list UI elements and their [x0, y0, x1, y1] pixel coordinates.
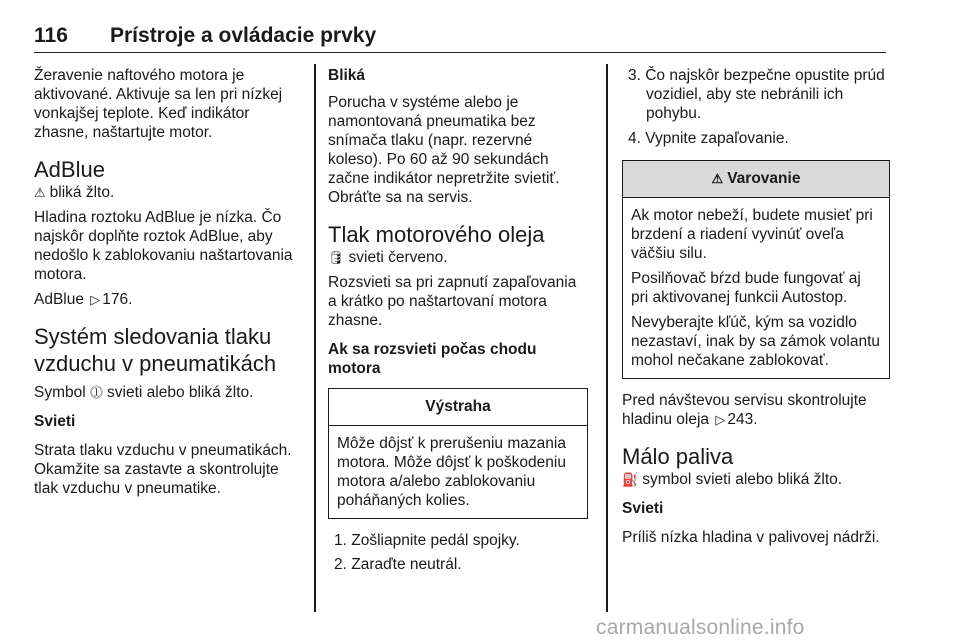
watermark: carmanualsonline.info: [596, 616, 805, 639]
driving-heading: Ak sa rozsvieti počas chodu motora: [328, 341, 537, 377]
tpms-symbol-line: [34, 383, 302, 402]
warning-title: Varovanie: [727, 170, 801, 187]
list-item: 3. Čo najskôr bezpečne opustite prúd vozidiel, aby ste nebránili ich pohybu.: [628, 67, 885, 122]
service-label: Pred návštevou servisu skontrolujte hladinu oleja: [622, 392, 867, 428]
adblue-warning-icon: ⚠: [34, 185, 46, 200]
fuel-pump-icon: ⛽: [622, 472, 639, 487]
adblue-icon-text: bliká žlto.: [49, 184, 115, 201]
caution-box: [328, 388, 588, 519]
fuel-svieti-text: Príliš nízka hladina v palivovej nádrži.: [622, 529, 880, 546]
tpms-symbol-suffix: svieti alebo bliká žlto.: [107, 384, 254, 401]
adblue-ref-page[interactable]: 176.: [102, 291, 133, 308]
intro-text: Žeravenie naftového motora je aktivované. Aktivuje sa len pri nízkej vonkajšej teplote. Keď indikátor zhasne, naštartujte motor.: [34, 67, 283, 141]
list-item: 4. Vypnite zapaľovanie.: [628, 130, 789, 147]
tpms-heading: Systém sledovania tlaku vzduchu v pneumatikách: [34, 324, 277, 376]
adblue-heading: AdBlue: [34, 157, 105, 182]
steps-list-2: [622, 66, 890, 148]
oil-heading: Tlak motorového oleja: [328, 222, 545, 247]
warning-paragraph: Nevyberajte kľúč, kým sa vozidlo nezastaví, inak by sa zámok volantu mohol nečakane zablokovať.: [631, 314, 880, 369]
adblue-ref-label: AdBlue: [34, 291, 84, 308]
warning-paragraph: Ak motor nebeží, budete musieť pri brzdení a riadení vyvinúť oveľa väčšiu silu.: [631, 207, 873, 262]
adblue-ref: [34, 290, 302, 309]
warning-header: [623, 161, 889, 198]
ref-arrow-icon: ▷: [715, 412, 726, 427]
warning-paragraph: Posilňovač bŕzd bude fungovať aj pri aktivovanej funkcii Autostop.: [631, 270, 861, 306]
warning-triangle-icon: ⚠: [711, 171, 724, 186]
oil-icon-line: [328, 248, 588, 267]
service-text: [622, 391, 890, 429]
page-number: 116: [34, 24, 68, 47]
steps-list-1: [328, 531, 588, 574]
list-item: 1. Zošliapnite pedál spojky.: [334, 532, 520, 549]
tpms-symbol-prefix: Symbol: [34, 384, 86, 401]
caution-text: Môže dôjsť k prerušeniu mazania motora. Môže dôjsť k poškodeniu motora a/alebo zablokovaniu poháňaných kolies.: [337, 435, 566, 509]
warning-box: [622, 160, 890, 379]
service-ref-page[interactable]: 243.: [727, 411, 758, 428]
ref-arrow-icon: ▷: [90, 292, 101, 307]
blika-text: Porucha v systéme alebo je namontovaná pneumatika bez snímača tlaku (napr. rezervné koleso). Po 60 až 90 sekundách začne indikátor nepretržite svietiť. Obráťte sa na servis.: [328, 94, 560, 206]
page-title: Prístroje a ovládacie prvky: [110, 24, 377, 47]
fuel-icon-line: [622, 470, 890, 489]
oil-text: Rozsvieti sa pri zapnutí zapaľovania a krátko po naštartovaní motora zhasne.: [328, 274, 577, 329]
page-header: [34, 24, 886, 53]
adblue-text: Hladina roztoku AdBlue je nízka. Čo najskôr doplňte roztok AdBlue, aby nedošlo k zablokovaniu naštartovania motora.: [34, 209, 293, 283]
fuel-svieti-heading: Svieti: [622, 500, 664, 517]
column-2: [328, 66, 588, 574]
blika-heading: Bliká: [328, 67, 366, 84]
fuel-icon-text: symbol svieti alebo bliká žlto.: [642, 471, 843, 488]
column-3: [622, 66, 890, 547]
oil-pressure-icon: 🛢: [328, 250, 345, 265]
adblue-icon-line: [34, 183, 302, 202]
column-divider: [606, 64, 608, 612]
column-1: [34, 66, 302, 498]
oil-icon-text: svieti červeno.: [348, 249, 448, 266]
list-item: 2. Zaraďte neutrál.: [334, 556, 462, 573]
column-divider: [314, 64, 316, 612]
fuel-heading: Málo paliva: [622, 444, 734, 469]
tire-pressure-icon: ⓵: [90, 385, 104, 400]
caution-title: Výstraha: [329, 389, 587, 426]
svieti-text: Strata tlaku vzduchu v pneumatikách. Okamžite sa zastavte a skontrolujte tlak vzduchu v pneumatike.: [34, 442, 292, 497]
svieti-heading: Svieti: [34, 413, 76, 430]
